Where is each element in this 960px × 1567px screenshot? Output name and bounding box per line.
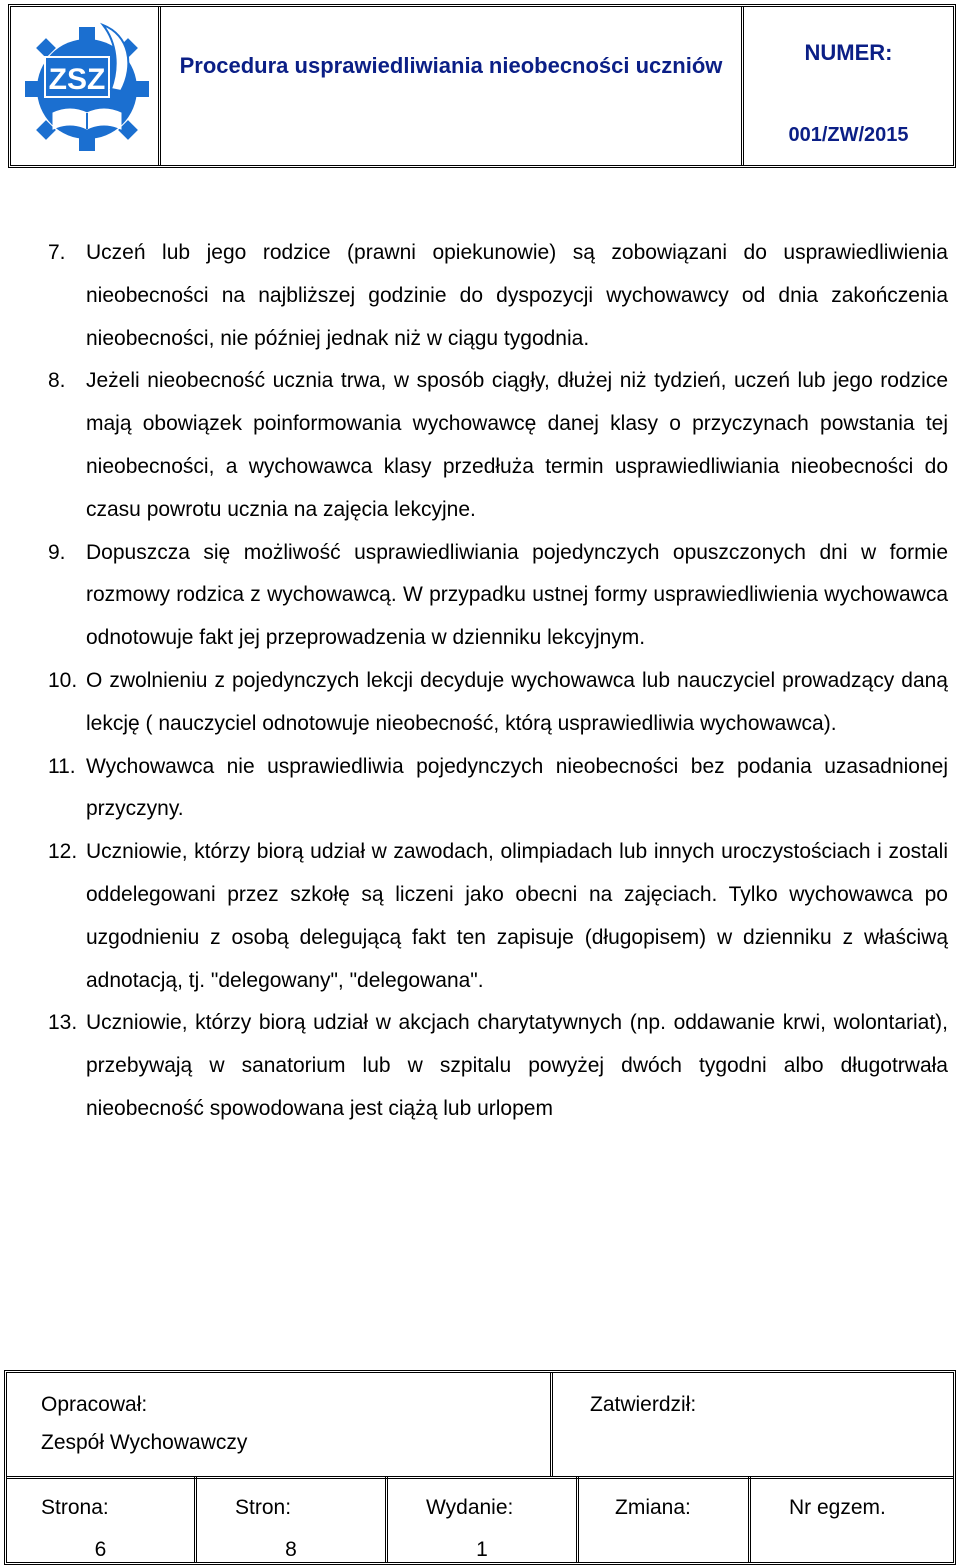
pages-label: Stron: (235, 1496, 292, 1519)
edition-value: 1 (476, 1538, 488, 1561)
logo-cell (11, 7, 161, 165)
item-text: Jeżeli nieobecność ucznia trwa, w sposób ciągły, dłużej niż tydzień, uczeń lub jego rodzice mają obowiązek poinformowania wychowawcę danej klasy o przyczynach powstania tej nieobecności, a wychowawca klasy przedłuża termin usprawiedliwiania nieobecności do czasu powrotu ucznia na zajęcia lekcyjne. (86, 369, 948, 521)
approved-label: Zatwierdził: (590, 1393, 697, 1416)
item-text: Dopuszcza się możliwość usprawiedliwiania pojedynczych opuszczonych dni w formie rozmowy rodzica z wychowawcą. W przypadku ustnej formy usprawiedliwienia wychowawca odnotowuje fakt jej przeprowadzenia w dzienniku lekcyjnym. (86, 540, 948, 650)
list-item (48, 660, 948, 746)
item-number: 10. (48, 668, 78, 692)
footer-meta-row (7, 1476, 953, 1562)
procedure-list (48, 232, 948, 1131)
item-number: 9. (48, 540, 66, 564)
list-item (48, 360, 948, 531)
number-value: 001/ZW/2015 (788, 124, 909, 146)
approved-cell (550, 1373, 953, 1476)
item-number: 7. (48, 241, 66, 264)
item-number: 8. (48, 369, 66, 393)
list-item (48, 831, 948, 1002)
copy-number-label: Nr egzem. (789, 1496, 886, 1519)
list-item (48, 1002, 948, 1130)
edition-label: Wydanie: (426, 1496, 514, 1519)
document-header (8, 4, 956, 168)
school-logo (25, 17, 149, 157)
list-item (48, 746, 948, 832)
number-label: NUMER: (804, 40, 893, 65)
copy-number-cell (751, 1476, 953, 1562)
item-number: 12. (48, 840, 78, 864)
prepared-cell (7, 1373, 553, 1476)
change-label: Zmiana: (615, 1496, 691, 1519)
procedure-title: Procedura usprawiedliwiania nieobecności uczniów (179, 53, 723, 78)
logo-text: ZSZ (48, 63, 106, 96)
item-number: 11. (48, 754, 76, 778)
number-cell (744, 7, 953, 165)
list-item (48, 232, 948, 360)
item-text: Wychowawca nie usprawiedliwia pojedynczych nieobecności bez podania uzasadnionej przyczyny. (86, 754, 948, 821)
item-text: Uczniowie, którzy biorą udział w zawodach, olimpiadach lub innych uroczystościach i zostali oddelegowani przez szkołę są liczeni jako obecni na zajęciach. Tylko wychowawca po uzgodnieniu z osobą delegującą fakt ten zapisuje (długopisem) w dzienniku z właściwą adnotacją, tj. "delegowany", "delegowana". (86, 840, 948, 992)
page-value: 6 (94, 1538, 107, 1561)
item-number: 13. (48, 1011, 78, 1035)
pages-cell (197, 1476, 388, 1562)
item-text: Uczeń lub jego rodzice (prawni opiekunowie) są zobowiązani do usprawiedliwienia nieobecności na najbliższej godzinie do dyspozycji wychowawcy od dnia zakończenia nieobecności, nie później jednak niż w ciągu tygodnia. (86, 241, 948, 350)
item-text: O zwolnieniu z pojedynczych lekcji decyduje wychowawca lub nauczyciel prowadzący daną lekcję ( nauczyciel odnotowuje nieobecność, którą usprawiedliwia wychowawca). (86, 668, 948, 735)
prepared-label: Opracował: (41, 1393, 148, 1416)
pages-value: 8 (285, 1538, 297, 1561)
document-footer (4, 1370, 956, 1565)
change-cell (579, 1476, 751, 1562)
footer-approval-row (7, 1373, 953, 1479)
edition-cell (388, 1476, 579, 1562)
prepared-value: Zespół Wychowawczy (41, 1431, 248, 1454)
page-cell (7, 1476, 197, 1562)
list-item (48, 532, 948, 660)
page-label: Strona: (41, 1496, 109, 1519)
title-cell (161, 7, 744, 165)
item-text: Uczniowie, którzy biorą udział w akcjach charytatywnych (np. oddawanie krwi, wolontariat), przebywają w sanatorium lub w szpitalu powyżej dwóch tygodni albo długotrwała nieobecność spowodowana jest ciążą lub urlopem (86, 1011, 948, 1120)
